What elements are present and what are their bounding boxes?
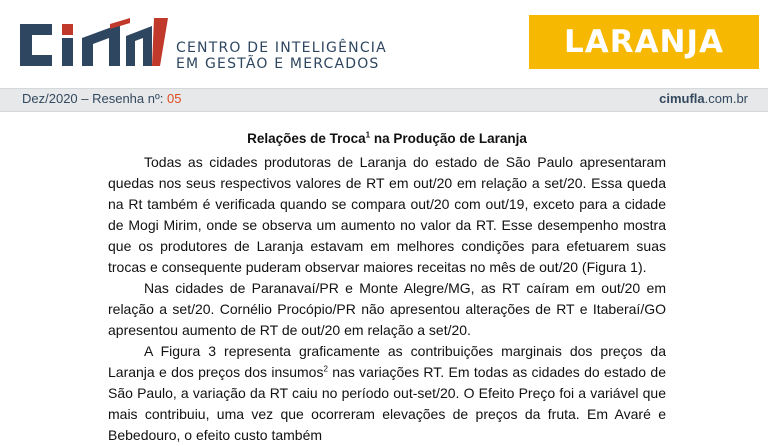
paragraph-1: Todas as cidades produtoras de Laranja do estado de São Paulo apresentaram quedas nos seus respectivos valores de RT em out/20 em relação a set/20. Essa queda na Rt também é verificada quando se compara out/20 com out/19, exceto para a cidade de Mogi Mirim, onde se observa um aumento no valor da RT. Esse desempenho mostra que os produtores de Laranja estavam em melhores condições para efetuarem suas trocas e consequente puderam observar maiores receitas no mês de out/20 (Figura 1). <box>108 154 666 275</box>
org-name-line1: CENTRO DE INTELIGÊNCIA <box>176 40 387 56</box>
title-rest: na Produção de Laranja <box>370 131 527 146</box>
footnote-ref-1[interactable]: 1 <box>365 130 371 140</box>
website-link[interactable] <box>659 91 748 106</box>
footnote-ref-2[interactable]: 2 <box>323 364 328 374</box>
paragraph-2: Nas cidades de Paranavaí/PR e Monte Alegre/MG, as RT caíram em out/20 em relação a set/20. Cornélio Procópio/PR não apresentou alterações de RT e Itaberaí/GO apresentou aumento de RT de out/20 em relação a set/20. <box>108 280 666 338</box>
website-domain: .com.br <box>704 91 748 106</box>
cim-logo <box>20 18 168 72</box>
article-body <box>108 131 666 446</box>
organization-name <box>176 40 387 72</box>
article-title <box>108 131 666 146</box>
paragraph-3-part-a: A Figura 3 representa graficamente as contribuições marginais dos preços da Laranja e dos preços dos insumos <box>108 343 666 380</box>
issue-date: Dez/2020 – Resenha nº: <box>22 91 167 106</box>
website-bold: cimufla <box>659 91 705 106</box>
paragraph-3-part-b: nas variações RT. Em todas as cidades do estado de São Paulo, a variação da RT caiu no período out-set/20. O Efeito Preço foi a variável que mais contribuiu, uma vez que ocorreram elevações de preços da fruta. Em Avaré e Bebedouro, o efeito custo também <box>108 364 666 443</box>
info-bar <box>0 88 768 112</box>
issue-number: 05 <box>166 91 182 106</box>
product-tag-label: LARANJA <box>563 24 725 60</box>
paragraph-3 <box>108 341 666 446</box>
org-name-line2: EM GESTÃO E MERCADOS <box>176 56 380 72</box>
title-main: Relações de Troca <box>247 131 366 146</box>
page-header <box>0 0 768 88</box>
issue-info <box>22 91 181 106</box>
product-tag <box>529 15 759 69</box>
